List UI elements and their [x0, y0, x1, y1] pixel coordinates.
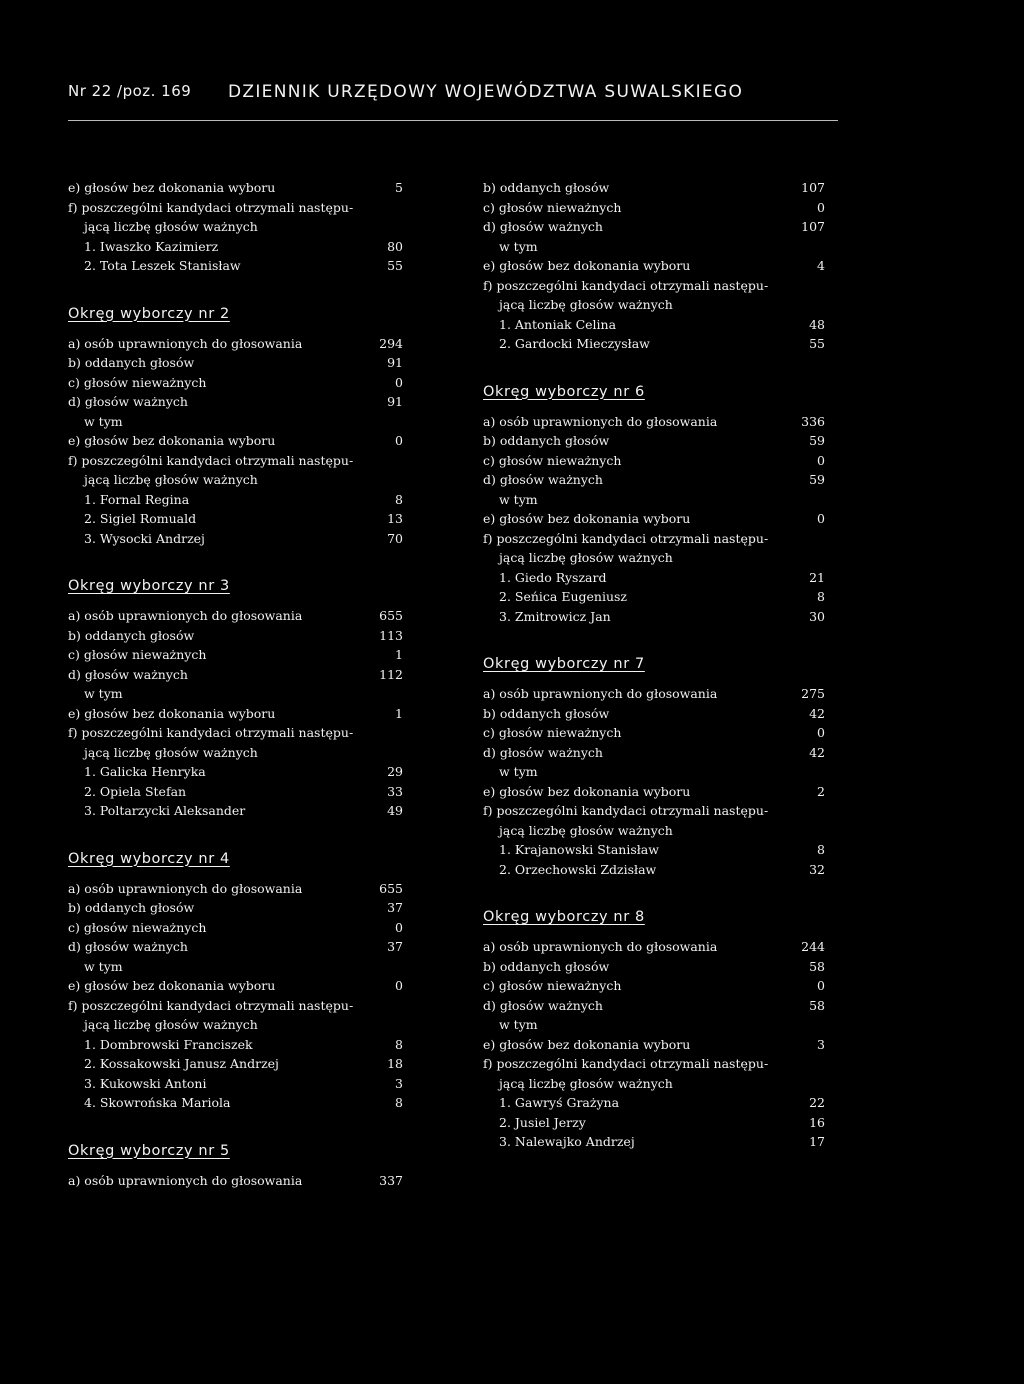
row-value: 49 [387, 803, 403, 818]
row-label: c) głosów nieważnych [68, 647, 207, 662]
row-label: 2. Gardocki Mieczysław [499, 336, 650, 351]
result-row [68, 606, 403, 626]
row-value: 107 [801, 219, 825, 234]
row-label: b) oddanych głosów [68, 627, 195, 643]
row-value: 337 [379, 1172, 403, 1188]
row-label: 2. Tota Leszek Stanisław [84, 258, 241, 273]
row-value: 32 [809, 861, 825, 877]
result-row [483, 937, 825, 957]
result-row [483, 490, 825, 510]
candidate-row [68, 1035, 403, 1055]
row-label: 4. Skowrońska Mariola [84, 1095, 231, 1110]
row-value: 8 [395, 1036, 403, 1052]
result-row [483, 276, 825, 296]
section-okreg-7 [483, 644, 825, 879]
row-label: 1. Iwaszko Kazimierz [84, 238, 219, 254]
row-value: 37 [387, 900, 403, 915]
result-row [68, 957, 403, 977]
candidate-row [68, 762, 403, 782]
left-column [68, 178, 403, 1190]
result-row [483, 1035, 825, 1055]
row-label: f) poszczególni kandydaci otrzymali następu- [68, 452, 354, 468]
row-label: c) głosów nieważnych [68, 374, 207, 390]
row-label: f) poszczególni kandydaci otrzymali następu- [483, 803, 769, 818]
result-row [68, 431, 403, 451]
row-label: e) głosów bez dokonania wyboru [68, 978, 276, 993]
result-row [483, 198, 825, 218]
result-row [483, 412, 825, 432]
row-value: 107 [801, 180, 825, 195]
section-title: Okręg wyborczy nr 7 [483, 656, 645, 672]
row-value: 4 [817, 258, 825, 273]
result-row [483, 743, 825, 763]
candidate-row [68, 509, 403, 529]
row-label: f) poszczególni kandydaci otrzymali następu- [68, 997, 354, 1013]
result-row [68, 743, 403, 763]
section-title: Okręg wyborczy nr 6 [483, 383, 645, 400]
row-label: 3. Kukowski Antoni [84, 1075, 207, 1091]
row-label: 2. Opiela Stefan [84, 783, 187, 799]
result-row [483, 723, 825, 743]
row-value: 5 [395, 180, 403, 195]
row-label: d) głosów ważnych [483, 997, 603, 1013]
result-row [68, 898, 403, 918]
row-label: f) poszczególni kandydaci otrzymali następu- [483, 530, 769, 546]
page-header [68, 74, 838, 104]
row-label: e) głosów bez dokonania wyboru [68, 180, 276, 195]
result-row [68, 1015, 403, 1035]
candidate-row [483, 1113, 825, 1133]
row-value: 0 [817, 978, 825, 993]
row-label: d) głosów ważnych [483, 219, 603, 234]
row-value: 1 [395, 647, 403, 662]
row-value: 17 [809, 1134, 825, 1149]
result-row [483, 1015, 825, 1035]
row-label: e) głosów bez dokonania wyboru [483, 258, 691, 273]
result-row [483, 801, 825, 821]
row-value: 70 [387, 530, 403, 546]
result-row [68, 684, 403, 704]
section-title: Okręg wyborczy nr 2 [68, 305, 230, 322]
section-okreg-2 [68, 294, 403, 549]
row-value: 8 [395, 1095, 403, 1110]
row-label: d) głosów ważnych [68, 394, 188, 409]
row-label: b) oddanych głosów [68, 900, 195, 915]
section-title: Okręg wyborczy nr 3 [68, 578, 230, 594]
row-value: 21 [809, 569, 825, 585]
result-row [483, 1074, 825, 1094]
row-label: e) głosów bez dokonania wyboru [68, 433, 276, 448]
row-label: 1. Antoniak Celina [499, 316, 617, 332]
row-value: 336 [801, 413, 825, 429]
row-value: 91 [387, 394, 403, 409]
result-row [483, 256, 825, 276]
row-value: 13 [387, 511, 403, 526]
result-row [483, 976, 825, 996]
candidate-row [68, 529, 403, 549]
row-value: 58 [809, 997, 825, 1013]
section-okreg-5 [68, 1131, 403, 1191]
result-row [483, 821, 825, 841]
row-value: 8 [817, 589, 825, 604]
row-label: 1. Fornal Regina [84, 491, 190, 507]
result-row [68, 665, 403, 685]
result-row [68, 879, 403, 899]
row-label: a) osób uprawnionych do głosowania [68, 1172, 303, 1188]
row-label: c) głosów nieważnych [483, 199, 622, 215]
candidate-row [483, 1132, 825, 1152]
row-value: 0 [395, 433, 403, 448]
result-row [483, 548, 825, 568]
row-value: 42 [809, 705, 825, 721]
row-label: 3. Nalewajko Andrzej [499, 1134, 635, 1149]
row-value: 3 [395, 1075, 403, 1091]
row-label: a) osób uprawnionych do głosowania [68, 335, 303, 351]
row-label: 1. Galicka Henryka [84, 764, 206, 779]
row-value: 48 [809, 316, 825, 332]
result-row [483, 217, 825, 237]
row-value: 16 [809, 1114, 825, 1130]
row-value: 0 [817, 199, 825, 215]
row-label: c) głosów nieważnych [483, 978, 622, 993]
result-row [68, 412, 403, 432]
candidate-row [483, 860, 825, 880]
row-label: 2. Seńica Eugeniusz [499, 589, 628, 604]
row-value: 55 [809, 336, 825, 351]
result-row [68, 178, 403, 198]
row-value: 3 [817, 1036, 825, 1052]
result-row [68, 937, 403, 957]
result-row [483, 762, 825, 782]
result-row [68, 392, 403, 412]
row-label: w tym [84, 958, 123, 974]
row-label: w tym [499, 1017, 538, 1032]
row-value: 2 [817, 783, 825, 799]
page-reference: Nr 22 /poz. 169 [68, 82, 192, 100]
result-row [483, 509, 825, 529]
row-value: 0 [817, 511, 825, 526]
row-value: 29 [387, 764, 403, 779]
result-row [483, 431, 825, 451]
row-label: w tym [499, 491, 538, 507]
row-value: 0 [395, 919, 403, 935]
row-label: b) oddanych głosów [483, 705, 610, 721]
candidate-row [68, 256, 403, 276]
row-label: f) poszczególni kandydaci otrzymali następu- [483, 277, 769, 293]
row-value: 0 [395, 374, 403, 390]
row-value: 30 [809, 608, 825, 624]
section-okreg-3 [68, 566, 403, 821]
result-row [68, 626, 403, 646]
row-label: a) osób uprawnionych do głosowania [483, 413, 718, 429]
row-label: a) osób uprawnionych do głosowania [483, 686, 718, 701]
row-label: c) głosów nieważnych [483, 452, 622, 468]
result-row [483, 470, 825, 490]
row-value: 275 [801, 686, 825, 701]
row-label: 3. Poltarzycki Aleksander [84, 803, 246, 818]
result-row [483, 178, 825, 198]
row-label: jącą liczbę głosów ważnych [84, 1017, 258, 1032]
row-value: 80 [387, 238, 403, 254]
row-value: 55 [387, 258, 403, 273]
section-okreg-8 [483, 897, 825, 1152]
row-label: e) głosów bez dokonania wyboru [483, 783, 691, 799]
row-value: 244 [801, 939, 825, 954]
row-label: c) głosów nieważnych [68, 919, 207, 935]
section-okreg-6 [483, 372, 825, 627]
result-row [68, 334, 403, 354]
row-value: 0 [395, 978, 403, 993]
row-value: 37 [387, 939, 403, 954]
row-label: w tym [499, 764, 538, 779]
row-value: 33 [387, 783, 403, 799]
result-row [68, 1171, 403, 1191]
result-row [68, 704, 403, 724]
result-row [68, 645, 403, 665]
row-label: w tym [84, 686, 123, 701]
result-row [68, 451, 403, 471]
row-label: 3. Zmitrowicz Jan [499, 608, 611, 624]
row-label: d) głosów ważnych [483, 472, 603, 487]
result-row [483, 237, 825, 257]
right-column [483, 178, 825, 1152]
row-label: 2. Jusiel Jerzy [499, 1114, 586, 1130]
row-value: 8 [817, 842, 825, 857]
result-row [483, 782, 825, 802]
result-row [68, 353, 403, 373]
row-label: f) poszczególni kandydaci otrzymali następu- [68, 725, 354, 740]
row-label: jącą liczbę głosów ważnych [84, 472, 258, 487]
row-label: a) osób uprawnionych do głosowania [483, 939, 718, 954]
row-value: 294 [379, 335, 403, 351]
row-label: b) oddanych głosów [483, 433, 610, 448]
candidate-row [483, 315, 825, 335]
row-label: e) głosów bez dokonania wyboru [483, 1036, 691, 1052]
row-value: 42 [809, 744, 825, 760]
candidate-row [483, 587, 825, 607]
candidate-row [68, 801, 403, 821]
row-label: f) poszczególni kandydaci otrzymali następu- [68, 199, 354, 215]
result-row [483, 996, 825, 1016]
row-label: c) głosów nieważnych [483, 725, 622, 740]
row-label: b) oddanych głosów [483, 958, 610, 974]
result-row [68, 976, 403, 996]
row-label: a) osób uprawnionych do głosowania [68, 608, 303, 623]
candidate-row [483, 1093, 825, 1113]
row-label: jącą liczbę głosów ważnych [84, 744, 258, 760]
result-row [68, 470, 403, 490]
candidate-row [68, 782, 403, 802]
section-title: Okręg wyborczy nr 4 [68, 850, 230, 867]
row-label: b) oddanych głosów [483, 180, 610, 195]
row-value: 91 [387, 355, 403, 370]
candidate-row [68, 1093, 403, 1113]
row-label: d) głosów ważnych [68, 666, 188, 682]
result-row [68, 198, 403, 218]
row-label: e) głosów bez dokonania wyboru [68, 705, 276, 721]
result-row [483, 704, 825, 724]
journal-title: DZIENNIK URZĘDOWY WOJEWÓDZTWA SUWALSKIEGO [228, 82, 744, 102]
row-value: 1 [395, 705, 403, 721]
row-label: f) poszczególni kandydaci otrzymali następu- [483, 1056, 769, 1071]
row-value: 8 [395, 491, 403, 507]
row-value: 18 [387, 1056, 403, 1071]
row-label: w tym [499, 238, 538, 254]
row-value: 113 [379, 627, 403, 643]
result-row [483, 1054, 825, 1074]
row-value: 58 [809, 958, 825, 974]
candidate-row [483, 568, 825, 588]
row-value: 655 [379, 608, 403, 623]
section-title: Okręg wyborczy nr 5 [68, 1142, 230, 1159]
candidate-row [483, 840, 825, 860]
result-row [68, 723, 403, 743]
row-label: b) oddanych głosów [68, 355, 195, 370]
row-label: 3. Wysocki Andrzej [84, 530, 205, 546]
result-row [483, 295, 825, 315]
row-label: e) głosów bez dokonania wyboru [483, 511, 691, 526]
row-value: 655 [379, 880, 403, 896]
result-row [68, 918, 403, 938]
row-label: w tym [84, 413, 123, 429]
candidate-row [68, 1074, 403, 1094]
result-row [68, 996, 403, 1016]
result-row [68, 373, 403, 393]
result-row [483, 684, 825, 704]
row-label: 1. Dombrowski Franciszek [84, 1036, 253, 1052]
row-label: 2. Sigiel Romuald [84, 511, 197, 526]
row-label: 2. Orzechowski Zdzisław [499, 861, 657, 877]
row-label: a) osób uprawnionych do głosowania [68, 880, 303, 896]
row-label: d) głosów ważnych [483, 744, 603, 760]
row-label: 1. Gawryś Grażyna [499, 1095, 620, 1110]
continued-block [483, 178, 825, 354]
row-label: jącą liczbę głosów ważnych [499, 297, 673, 312]
candidate-row [68, 237, 403, 257]
header-rule [68, 120, 838, 121]
row-value: 22 [809, 1095, 825, 1110]
row-label: jącą liczbę głosów ważnych [499, 550, 673, 565]
row-label: jącą liczbę głosów ważnych [499, 822, 673, 838]
row-value: 112 [379, 666, 403, 682]
row-value: 59 [809, 433, 825, 448]
candidate-row [68, 490, 403, 510]
row-label: d) głosów ważnych [68, 939, 188, 954]
row-label: 2. Kossakowski Janusz Andrzej [84, 1056, 279, 1071]
result-row [483, 451, 825, 471]
row-label: 1. Giedo Ryszard [499, 569, 607, 585]
candidate-row [68, 1054, 403, 1074]
candidate-row [483, 334, 825, 354]
candidate-row [483, 607, 825, 627]
row-label: jącą liczbę głosów ważnych [499, 1075, 673, 1091]
section-okreg-4 [68, 839, 403, 1113]
row-value: 0 [817, 725, 825, 740]
row-value: 59 [809, 472, 825, 487]
row-value: 0 [817, 452, 825, 468]
result-row [483, 957, 825, 977]
section-title: Okręg wyborczy nr 8 [483, 909, 645, 925]
row-label: jącą liczbę głosów ważnych [84, 219, 258, 234]
row-label: 1. Krajanowski Stanisław [499, 842, 659, 857]
result-row [68, 217, 403, 237]
result-row [483, 529, 825, 549]
continued-block [68, 178, 403, 276]
